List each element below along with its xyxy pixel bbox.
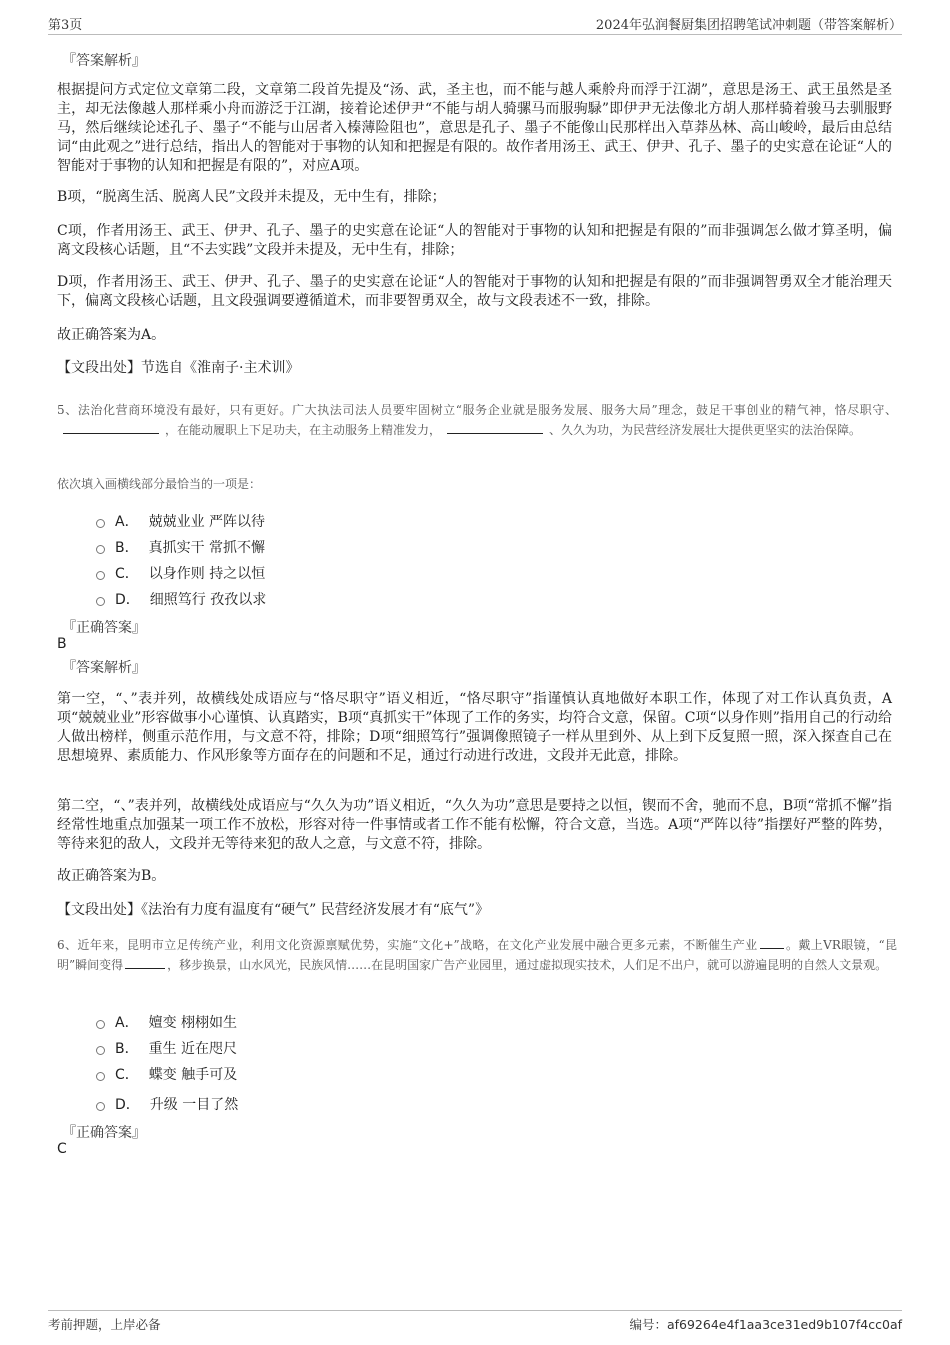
footer-slogan: 考前押题，上岸必备	[48, 1317, 161, 1332]
correct-answer-label: 『正确答案』	[62, 1125, 146, 1141]
option-c[interactable]: C． 蝶变 触手可及	[96, 1064, 237, 1084]
analysis-paragraph: C项，作者用汤王、武王、伊尹、孔子、墨子的史实意在论证“人的智能对于事物的认知和把握是有限的”而非强调怎么做才算圣明，偏离文段核心话题，且“不去实践”文段并未提及，无中生有，排除；	[57, 223, 892, 258]
page-footer	[48, 1310, 902, 1333]
radio-icon[interactable]	[96, 1020, 105, 1029]
analysis-paragraph: 第一空，“、”表并列，故横线处成语应与“恪尽职守”语义相近，“恪尽职守”指谨慎认真地做好本职工作，体现了对工作认真负责，A项“兢兢业业”形容做事小心谨慎、认真踏实，B项“真抓实干”体现了工作的务实，均符合文意，保留。C项“以身作则”指用自己的行动给人做出榜样，侧重示范作用，与文意不符，排除；D项“细照笃行”强调像照镜子一样从里到外、从上到下反复照一照，深入探查自己在思想境界、素质能力、作风形象等方面存在的问题和不足，通过行动进行改进，文段并无此意，排除。	[57, 691, 892, 764]
question-6-stem: 6、近年来，昆明市立足传统产业，利用文化资源禀赋优势，实施“文化+”战略，在文化产业发展中融合更多元素，不断催生产业 。戴上VR眼镜，“昆明”瞬间变得 ，移步换景，山水风光，民族风情……在昆明国家广告产业园里，通过虚拟现实技术，人们足不出户，就可以游遍昆明的自然人文景观。	[57, 938, 898, 972]
conclusion: 故正确答案为A。	[57, 327, 166, 343]
radio-icon[interactable]	[96, 1046, 105, 1055]
radio-icon[interactable]	[96, 1102, 105, 1111]
blank-line	[125, 956, 165, 969]
analysis-label: 『答案解析』	[62, 53, 146, 69]
option-c[interactable]: C． 以身作则 持之以恒	[96, 563, 265, 583]
correct-answer-label: 『正确答案』	[62, 620, 146, 636]
question-5-instruction: 依次填入画横线部分最恰当的一项是：	[57, 477, 262, 491]
correct-answer: C	[57, 1141, 67, 1157]
question-5-stem: 5、法治化营商环境没有最好，只有更好。广大执法司法人员要牢固树立“服务企业就是服务发展、服务大局”理念，鼓足干事创业的精气神，恪尽职守、，在能动履职上下足功夫，在主动服务上精准发力， 、久久为功，为民营经济发展壮大提供更坚实的法治保障。	[57, 403, 897, 437]
radio-icon[interactable]	[96, 545, 105, 554]
analysis-paragraph: B项，“脱离生活、脱离人民”文段并未提及，无中生有，排除；	[57, 189, 446, 205]
analysis-paragraph: 根据提问方式定位文章第二段，文章第二段首先提及“汤、武，圣主也，而不能与越人乘舲舟而浮于江湖”，意思是汤王、武王虽然是圣主，却无法像越人那样乘小舟而游泛于江湖，接着论述伊尹“不能与胡人骑骡马而服驹騄”即伊尹无法像北方胡人那样骑着骏马去驯服野马，然后继续论述孔子、墨子“不能与山居者入榛薄险阻也”，意思是孔子、墨子不能像山民那样出入草莽丛林、高山峻岭，最后由总结词“由此观之”进行总结，指出人的智能对于事物的认知和把握是有限的。故作者用汤王、武王、伊尹、孔子、墨子的史实意在论证“人的智能对于事物的认知和把握是有限的”，对应A项。	[57, 82, 892, 174]
radio-icon[interactable]	[96, 571, 105, 580]
blank-line	[63, 421, 159, 434]
source-note: 【文段出处】《法治有力度有温度有“硬气” 民营经济发展才有“底气”》	[57, 902, 490, 918]
blank-line	[760, 936, 784, 949]
option-d[interactable]: D． 升级 一目了然	[96, 1094, 238, 1114]
source-note: 【文段出处】节选自《淮南子·主术训》	[57, 360, 300, 376]
option-a[interactable]: A． 兢兢业业 严阵以待	[96, 511, 265, 531]
page-number: 第3页	[48, 18, 83, 33]
radio-icon[interactable]	[96, 519, 105, 528]
page-header	[48, 12, 902, 35]
document-code: 编号：af69264e4f1aa3ce31ed9b107f4cc0af	[629, 1317, 902, 1332]
radio-icon[interactable]	[96, 1072, 105, 1081]
radio-icon[interactable]	[96, 597, 105, 606]
option-d[interactable]: D． 细照笃行 孜孜以求	[96, 589, 266, 609]
blank-line	[447, 421, 543, 434]
conclusion: 故正确答案为B。	[57, 868, 166, 884]
analysis-paragraph: D项，作者用汤王、武王、伊尹、孔子、墨子的史实意在论证“人的智能对于事物的认知和把握是有限的”而非强调智勇双全才能治理天下，偏离文段核心话题，且文段强调要遵循道术，而非要智勇双全，故与文段表述不一致，排除。	[57, 274, 892, 309]
document-title: 2024年弘润餐厨集团招聘笔试冲刺题（带答案解析）	[595, 18, 902, 33]
option-a[interactable]: A． 嬗变 栩栩如生	[96, 1012, 237, 1032]
option-b[interactable]: B． 真抓实干 常抓不懈	[96, 537, 265, 557]
option-b[interactable]: B． 重生 近在咫尺	[96, 1038, 237, 1058]
analysis-paragraph: 第二空，“、”表并列，故横线处成语应与“久久为功”语义相近，“久久为功”意思是要持之以恒，锲而不舍，驰而不息，B项“常抓不懈”指经常性地重点加强某一项工作不放松，形容对待一件事情或者工作不能有松懈，符合文意，当选。A项“严阵以待”指摆好严整的阵势，等待来犯的敌人，文段并无等待来犯的敌人之意，与文意不符，排除。	[57, 798, 892, 852]
analysis-label: 『答案解析』	[62, 660, 146, 676]
correct-answer: B	[57, 636, 67, 652]
